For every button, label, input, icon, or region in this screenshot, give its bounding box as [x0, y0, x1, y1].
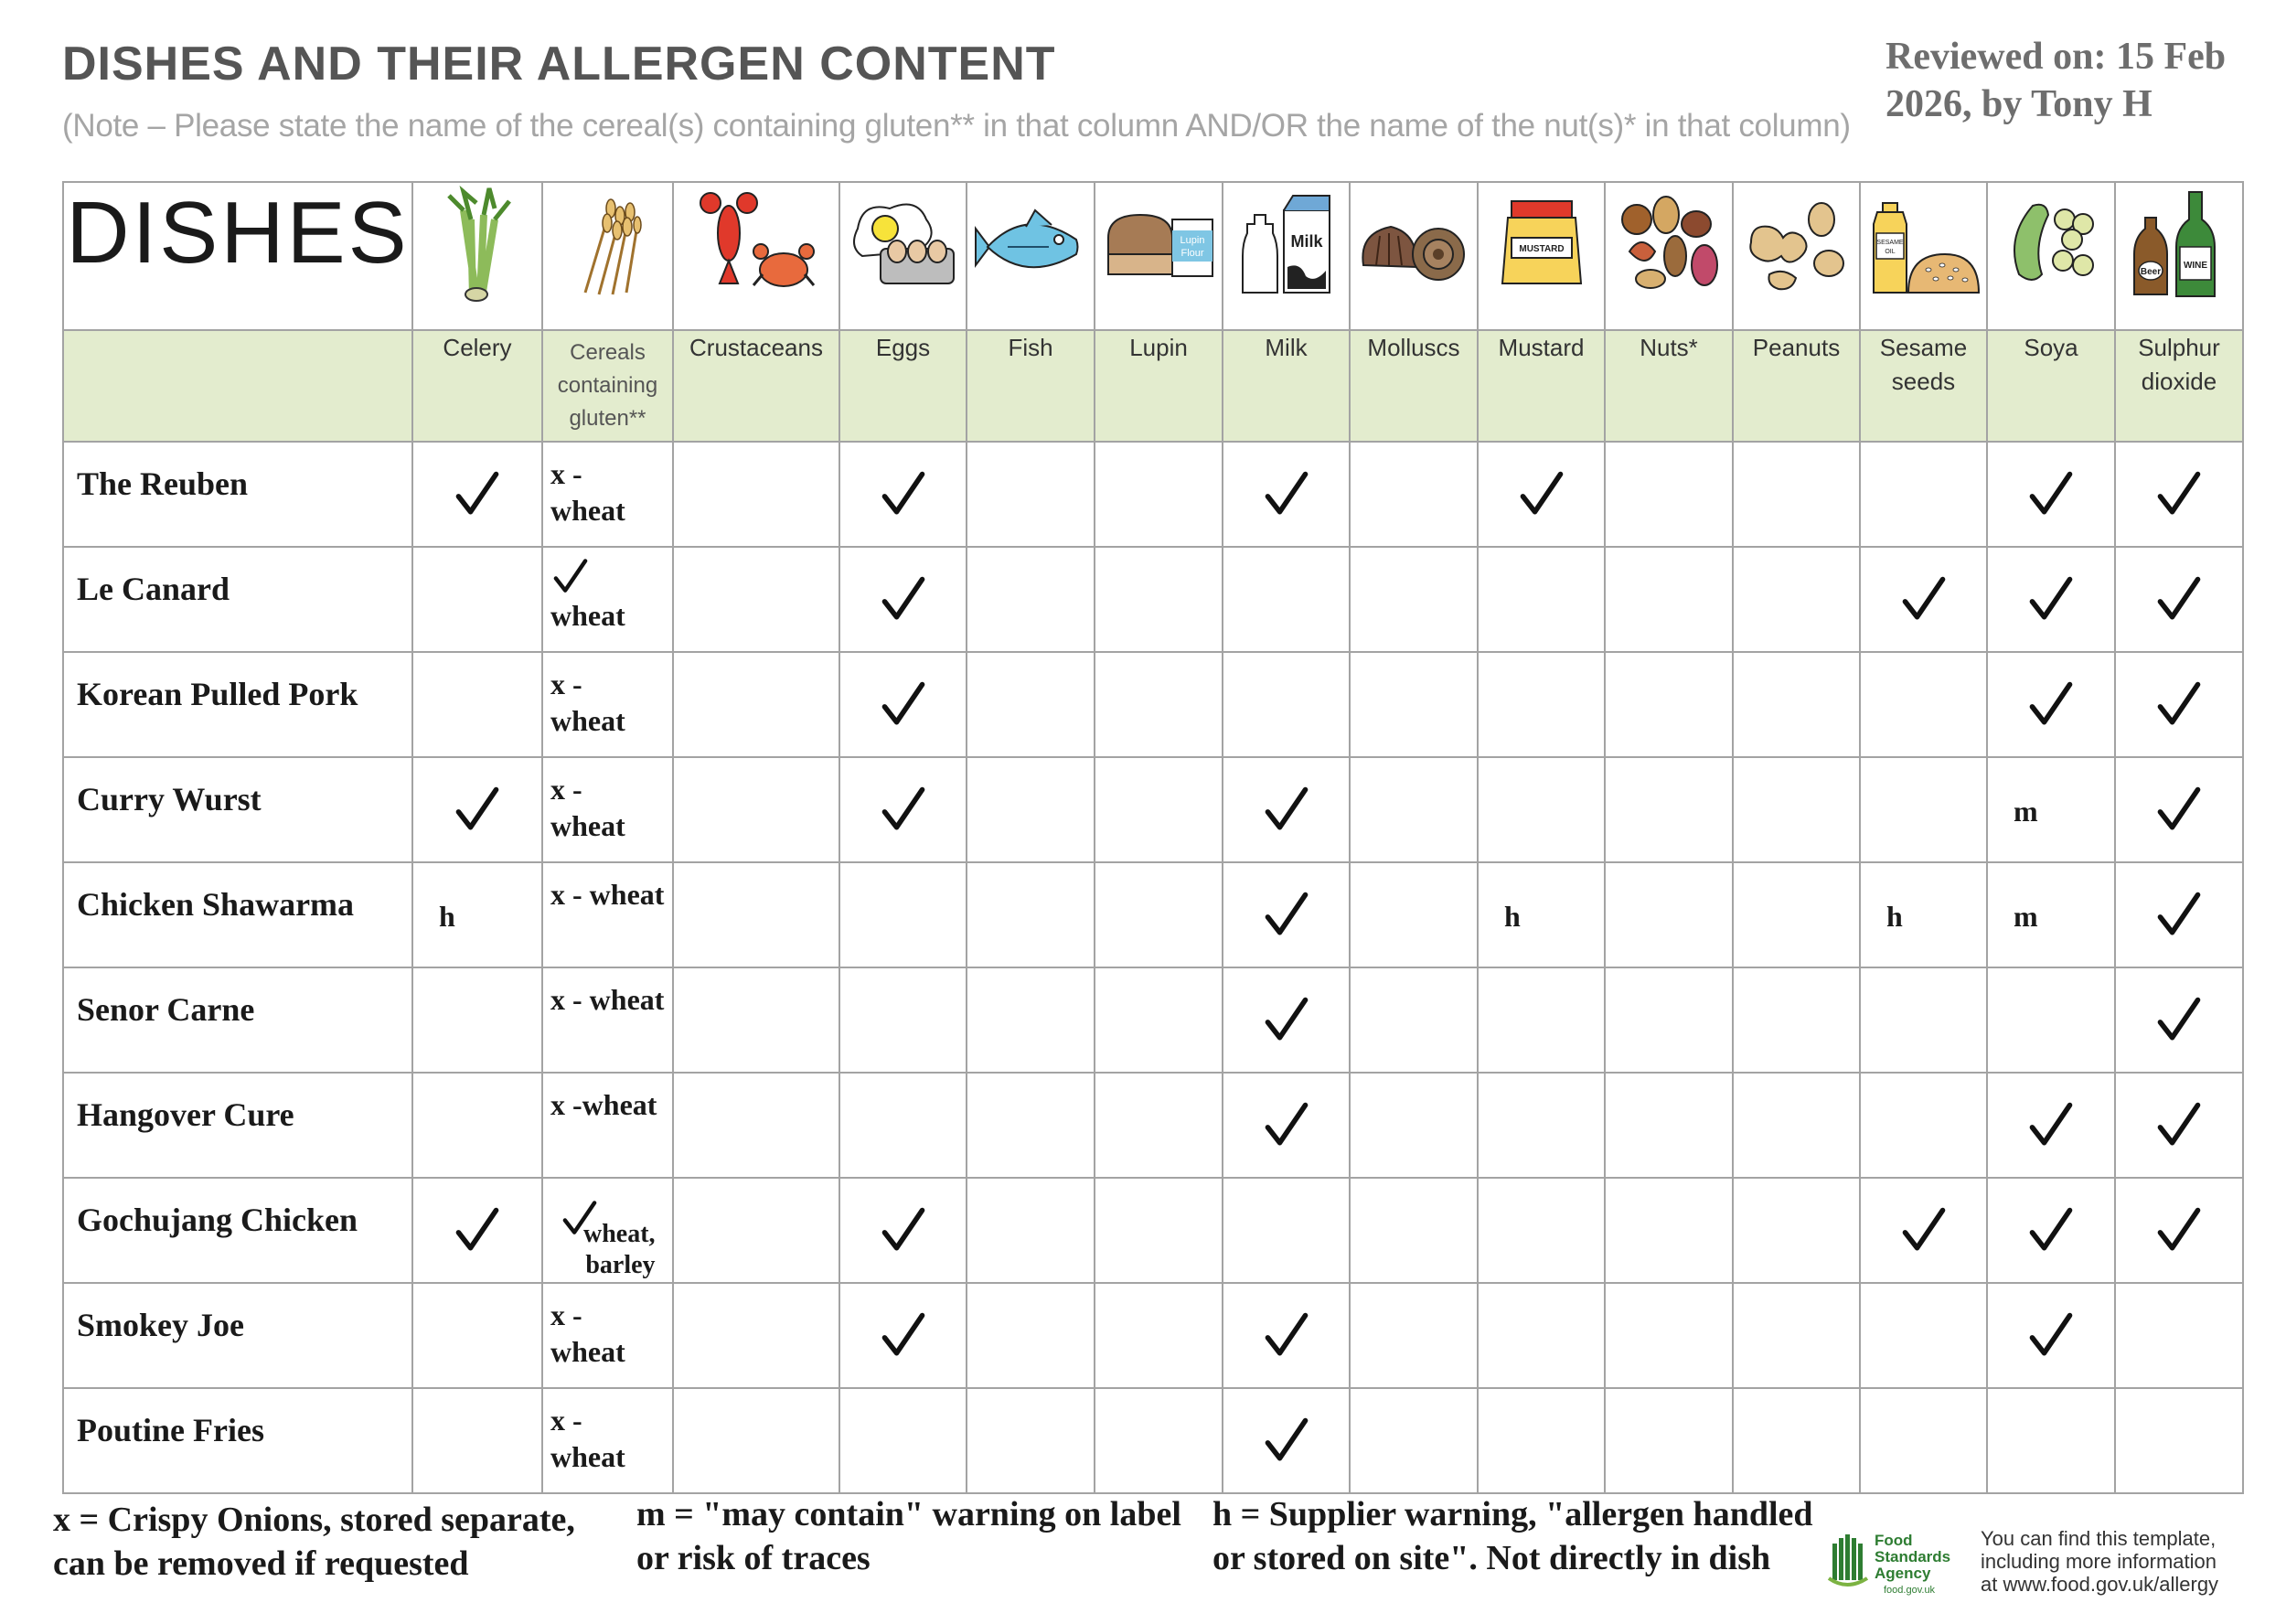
allergen-table — [62, 181, 2244, 1494]
may-contain-mark: m — [2014, 900, 2038, 933]
cereal-note: wheat — [550, 599, 625, 632]
check-icon — [2116, 1074, 2242, 1177]
dishes-header: DISHES — [63, 182, 412, 330]
check-icon — [840, 653, 966, 756]
table-row — [63, 862, 2243, 967]
cereal-note: x - wheat — [550, 878, 665, 911]
cell-soya — [1987, 1073, 2115, 1178]
cell-peanuts — [1733, 862, 1860, 967]
fsa-logo-line-3: Agency — [1875, 1565, 1931, 1582]
fsa-logo-line-4: food.gov.uk — [1884, 1585, 1936, 1596]
cereal-note: x - wheat — [550, 1298, 625, 1368]
check-icon — [413, 758, 541, 861]
check-icon — [1223, 758, 1349, 861]
fsa-logo-line-1: Food — [1875, 1532, 1913, 1549]
cell-soya — [1987, 1388, 2115, 1493]
col-label-crustaceans: Crustaceans — [673, 330, 839, 442]
check-icon — [1223, 863, 1349, 967]
dish-name: Curry Wurst — [77, 781, 262, 817]
check-icon — [2116, 1179, 2242, 1282]
check-icon — [1861, 1179, 1986, 1282]
dish-name: The Reuben — [77, 465, 249, 502]
cell-cereals — [542, 862, 673, 967]
dish-name-cell — [63, 547, 412, 652]
col-label-cereals — [542, 330, 673, 442]
cell-sulphur — [2115, 1283, 2243, 1388]
cell-nuts — [1605, 967, 1733, 1073]
template-info — [1981, 1527, 2218, 1596]
cell-nuts — [1605, 1388, 1733, 1493]
cell-nuts — [1605, 1073, 1733, 1178]
cell-molluscs — [1350, 1283, 1478, 1388]
fsa-logo-line-2: Standards — [1875, 1548, 1951, 1565]
cell-milk — [1223, 547, 1350, 652]
cell-mustard — [1478, 1073, 1605, 1178]
cell-lupin — [1095, 757, 1223, 862]
dish-name-cell — [63, 967, 412, 1073]
cell-soya — [1987, 862, 2115, 967]
lupin-bread-icon — [1095, 182, 1223, 330]
cereal-note: wheat, barley — [583, 1220, 656, 1279]
cell-molluscs — [1350, 1388, 1478, 1493]
check-icon — [840, 443, 966, 546]
cell-eggs — [839, 1283, 967, 1388]
wine-bottles-icon — [2115, 182, 2243, 330]
dish-name-cell — [63, 652, 412, 757]
cell-fish — [967, 1388, 1095, 1493]
cell-celery — [412, 1388, 542, 1493]
check-icon — [840, 1179, 966, 1282]
cell-celery — [412, 442, 542, 547]
cell-crustaceans — [673, 862, 839, 967]
cell-eggs — [839, 1178, 967, 1283]
dish-name: Le Canard — [77, 571, 230, 607]
cell-eggs — [839, 547, 967, 652]
table-row — [63, 1178, 2243, 1283]
cell-lupin — [1095, 862, 1223, 967]
cell-milk — [1223, 967, 1350, 1073]
cell-nuts — [1605, 757, 1733, 862]
soya-icon — [1987, 182, 2115, 330]
cell-milk — [1223, 757, 1350, 862]
cell-mustard — [1478, 757, 1605, 862]
cell-sulphur — [2115, 967, 2243, 1073]
check-icon — [413, 443, 541, 546]
cell-celery — [412, 1178, 542, 1283]
cell-milk — [1223, 1178, 1350, 1283]
col-label-cereals-text: Cereals containing gluten** — [557, 340, 658, 431]
cell-fish — [967, 1283, 1095, 1388]
cell-sesame — [1860, 1073, 1987, 1178]
col-label-mustard: Mustard — [1478, 330, 1605, 442]
check-icon — [1988, 1284, 2114, 1387]
cell-cereals — [542, 1388, 673, 1493]
page-title: DISHES AND THEIR ALLERGEN CONTENT — [62, 37, 1056, 91]
cell-sulphur — [2115, 442, 2243, 547]
check-icon — [2116, 758, 2242, 861]
cell-sesame — [1860, 547, 1987, 652]
cell-cereals — [542, 652, 673, 757]
cell-molluscs — [1350, 652, 1478, 757]
cell-mustard — [1478, 1283, 1605, 1388]
cell-mustard — [1478, 1388, 1605, 1493]
cell-peanuts — [1733, 967, 1860, 1073]
cell-molluscs — [1350, 442, 1478, 547]
cell-milk — [1223, 1388, 1350, 1493]
check-icon — [1223, 443, 1349, 546]
dish-name-cell — [63, 1283, 412, 1388]
cell-fish — [967, 757, 1095, 862]
cell-celery — [412, 862, 542, 967]
cell-mustard — [1478, 442, 1605, 547]
cell-lupin — [1095, 547, 1223, 652]
check-icon — [2116, 443, 2242, 546]
cell-milk — [1223, 1283, 1350, 1388]
dish-name-cell — [63, 442, 412, 547]
cell-sesame — [1860, 1283, 1987, 1388]
legend-m — [636, 1492, 1181, 1580]
cereal-note: x - wheat — [550, 668, 625, 737]
col-label-celery: Celery — [412, 330, 542, 442]
cell-crustaceans — [673, 652, 839, 757]
beer-label: Beer — [2140, 267, 2162, 277]
check-icon — [1988, 653, 2114, 756]
check-icon — [1223, 1284, 1349, 1387]
dish-name: Hangover Cure — [77, 1096, 294, 1133]
cell-soya — [1987, 757, 2115, 862]
cell-crustaceans — [673, 1178, 839, 1283]
cell-sulphur — [2115, 757, 2243, 862]
cell-nuts — [1605, 1283, 1733, 1388]
cell-sesame — [1860, 442, 1987, 547]
cell-cereals — [542, 757, 673, 862]
check-icon — [413, 1179, 541, 1282]
cell-lupin — [1095, 1283, 1223, 1388]
cereal-note: x - wheat — [550, 457, 625, 527]
reviewed-stamp — [1885, 33, 2279, 128]
cell-mustard — [1478, 967, 1605, 1073]
cell-mustard — [1478, 1178, 1605, 1283]
col-label-soya: Soya — [1987, 330, 2115, 442]
cell-peanuts — [1733, 1073, 1860, 1178]
cell-sulphur — [2115, 862, 2243, 967]
cell-milk — [1223, 862, 1350, 967]
cell-crustaceans — [673, 1073, 839, 1178]
cell-crustaceans — [673, 547, 839, 652]
cell-fish — [967, 547, 1095, 652]
col-label-lupin: Lupin — [1095, 330, 1223, 442]
cell-eggs — [839, 862, 967, 967]
sesame-label-2: OIL — [1884, 249, 1896, 255]
celery-icon — [412, 182, 542, 330]
table-row — [63, 442, 2243, 547]
lupin-label-1: Lupin — [1180, 235, 1205, 246]
mustard-jar-icon — [1478, 182, 1605, 330]
cell-cereals — [542, 547, 673, 652]
col-label-sulphur — [2115, 330, 2243, 442]
page-note: (Note – Please state the name of the cereal(s) containing gluten** in that column AND/OR the name of the nut(s)* in that column) — [62, 108, 1851, 144]
eggs-icon — [839, 182, 967, 330]
cell-molluscs — [1350, 547, 1478, 652]
milk-icon — [1223, 182, 1350, 330]
legend-m-text: m = "may contain" warning on label or risk of traces — [636, 1495, 1181, 1577]
col-label-nuts: Nuts* — [1605, 330, 1733, 442]
dish-name: Poutine Fries — [77, 1412, 264, 1448]
cell-sesame — [1860, 652, 1987, 757]
cell-fish — [967, 1073, 1095, 1178]
cell-crustaceans — [673, 1388, 839, 1493]
dish-name: Chicken Shawarma — [77, 886, 355, 923]
cell-nuts — [1605, 547, 1733, 652]
cell-mustard — [1478, 652, 1605, 757]
cell-nuts — [1605, 652, 1733, 757]
cell-molluscs — [1350, 757, 1478, 862]
cereal-note: x - wheat — [550, 1404, 625, 1473]
cell-crustaceans — [673, 442, 839, 547]
table-row — [63, 1073, 2243, 1178]
cell-soya — [1987, 967, 2115, 1073]
cell-soya — [1987, 1178, 2115, 1283]
cell-cereals — [542, 442, 673, 547]
check-icon — [1479, 443, 1604, 546]
dish-name-cell — [63, 1178, 412, 1283]
cell-celery — [412, 1073, 542, 1178]
table-row — [63, 652, 2243, 757]
reviewed-line-1: Reviewed on: 15 Feb — [1885, 36, 2227, 78]
cell-milk — [1223, 1073, 1350, 1178]
cell-celery — [412, 547, 542, 652]
cell-milk — [1223, 442, 1350, 547]
dish-name-cell — [63, 1388, 412, 1493]
peanuts-icon — [1733, 182, 1860, 330]
cell-peanuts — [1733, 547, 1860, 652]
icon-row — [63, 182, 2243, 330]
reviewed-line-2: 2026, by Tony H — [1885, 83, 2152, 125]
cell-celery — [412, 652, 542, 757]
cell-peanuts — [1733, 442, 1860, 547]
cereal-note: x -wheat — [550, 1088, 657, 1121]
sesame-label-1: SESAME — [1875, 240, 1904, 246]
nuts-icon — [1605, 182, 1733, 330]
cell-lupin — [1095, 1178, 1223, 1283]
cell-nuts — [1605, 1178, 1733, 1283]
check-icon — [2116, 653, 2242, 756]
col-label-sulphur-text: Sulphur dioxide — [2138, 334, 2220, 395]
col-label-sesame — [1860, 330, 1987, 442]
label-blank — [63, 330, 412, 442]
dish-name: Korean Pulled Pork — [77, 676, 358, 712]
milk-label: Milk — [1289, 232, 1323, 251]
cereal-note: x - wheat — [550, 773, 625, 842]
lobster-crab-icon — [673, 182, 839, 330]
cell-molluscs — [1350, 1178, 1478, 1283]
cell-peanuts — [1733, 757, 1860, 862]
cell-eggs — [839, 967, 967, 1073]
cell-mustard — [1478, 862, 1605, 967]
cell-fish — [967, 652, 1095, 757]
cell-nuts — [1605, 862, 1733, 967]
check-icon — [1988, 1179, 2114, 1282]
legend-h-text: h = Supplier warning, "allergen handled or stored on site". Not directly in dish — [1212, 1495, 1813, 1577]
cell-eggs — [839, 652, 967, 757]
shells-icon — [1350, 182, 1478, 330]
lupin-label-2: Flour — [1180, 248, 1204, 259]
table-row — [63, 757, 2243, 862]
cell-soya — [1987, 547, 2115, 652]
handled-on-site-mark: h — [1886, 900, 1903, 933]
col-label-sesame-text: Sesame seeds — [1879, 334, 1968, 395]
cell-molluscs — [1350, 967, 1478, 1073]
may-contain-mark: m — [2014, 795, 2038, 828]
allergen-label-row — [63, 330, 2243, 442]
cell-lupin — [1095, 652, 1223, 757]
dish-name: Senor Carne — [77, 991, 255, 1028]
check-icon — [840, 758, 966, 861]
fish-icon — [967, 182, 1095, 330]
legend-x — [53, 1498, 575, 1586]
check-icon — [1223, 968, 1349, 1072]
dish-name-cell — [63, 862, 412, 967]
cell-sulphur — [2115, 652, 2243, 757]
mustard-label: MUSTARD — [1518, 244, 1565, 254]
cell-cereals — [542, 967, 673, 1073]
cell-celery — [412, 1283, 542, 1388]
cell-eggs — [839, 442, 967, 547]
cell-peanuts — [1733, 1388, 1860, 1493]
cell-sesame — [1860, 1388, 1987, 1493]
cell-fish — [967, 862, 1095, 967]
col-label-fish: Fish — [967, 330, 1095, 442]
handled-on-site-mark: h — [439, 900, 455, 933]
check-icon — [1861, 548, 1986, 651]
cell-fish — [967, 442, 1095, 547]
check-icon — [2116, 863, 2242, 967]
cell-sesame — [1860, 1178, 1987, 1283]
cereal-note: x - wheat — [550, 983, 665, 1016]
wine-label: WINE — [2183, 261, 2208, 271]
cell-peanuts — [1733, 652, 1860, 757]
cell-sulphur — [2115, 1073, 2243, 1178]
cell-eggs — [839, 1073, 967, 1178]
cell-lupin — [1095, 442, 1223, 547]
cell-peanuts — [1733, 1283, 1860, 1388]
cell-sesame — [1860, 862, 1987, 967]
check-icon — [1223, 1389, 1349, 1492]
cell-fish — [967, 1178, 1095, 1283]
check-icon — [1988, 443, 2114, 546]
col-label-molluscs: Molluscs — [1350, 330, 1478, 442]
cell-sulphur — [2115, 547, 2243, 652]
dish-name: Gochujang Chicken — [77, 1202, 358, 1238]
cell-cereals — [542, 1073, 673, 1178]
cell-lupin — [1095, 967, 1223, 1073]
dish-name-cell — [63, 1073, 412, 1178]
cell-peanuts — [1733, 1178, 1860, 1283]
col-label-peanuts: Peanuts — [1733, 330, 1860, 442]
cell-cereals — [542, 1178, 673, 1283]
cell-nuts — [1605, 442, 1733, 547]
table-row — [63, 547, 2243, 652]
cell-milk — [1223, 652, 1350, 757]
cell-molluscs — [1350, 862, 1478, 967]
check-icon — [1223, 1074, 1349, 1177]
sesame-icon — [1860, 182, 1987, 330]
cell-eggs — [839, 757, 967, 862]
cell-mustard — [1478, 547, 1605, 652]
check-icon — [1988, 1074, 2114, 1177]
cell-sulphur — [2115, 1388, 2243, 1493]
cell-soya — [1987, 1283, 2115, 1388]
wheat-icon — [542, 182, 673, 330]
cell-crustaceans — [673, 967, 839, 1073]
legend-h — [1212, 1492, 1813, 1580]
cell-celery — [412, 967, 542, 1073]
col-label-eggs: Eggs — [839, 330, 967, 442]
fsa-logo — [1825, 1527, 1953, 1600]
check-icon — [2116, 968, 2242, 1072]
check-icon — [840, 1284, 966, 1387]
check-icon — [2116, 548, 2242, 651]
cell-soya — [1987, 652, 2115, 757]
check-icon — [840, 548, 966, 651]
template-info-text: You can find this template, including more information at www.food.gov.uk/allergy — [1981, 1527, 2219, 1596]
cell-crustaceans — [673, 757, 839, 862]
cell-molluscs — [1350, 1073, 1478, 1178]
table-row — [63, 1388, 2243, 1493]
cell-crustaceans — [673, 1283, 839, 1388]
check-icon — [1988, 548, 2114, 651]
cell-fish — [967, 967, 1095, 1073]
col-label-milk: Milk — [1223, 330, 1350, 442]
handled-on-site-mark: h — [1504, 900, 1521, 933]
cell-lupin — [1095, 1073, 1223, 1178]
cell-sesame — [1860, 757, 1987, 862]
dish-name: Smokey Joe — [77, 1307, 244, 1343]
legend-x-text: x = Crispy Onions, stored separate, can be removed if requested — [53, 1501, 575, 1583]
table-row — [63, 1283, 2243, 1388]
cell-cereals — [542, 1283, 673, 1388]
cell-eggs — [839, 1388, 967, 1493]
dish-name-cell — [63, 757, 412, 862]
cell-sulphur — [2115, 1178, 2243, 1283]
cell-soya — [1987, 442, 2115, 547]
cell-sesame — [1860, 967, 1987, 1073]
cell-celery — [412, 757, 542, 862]
cell-lupin — [1095, 1388, 1223, 1493]
table-row — [63, 967, 2243, 1073]
dish-rows — [63, 442, 2243, 1493]
